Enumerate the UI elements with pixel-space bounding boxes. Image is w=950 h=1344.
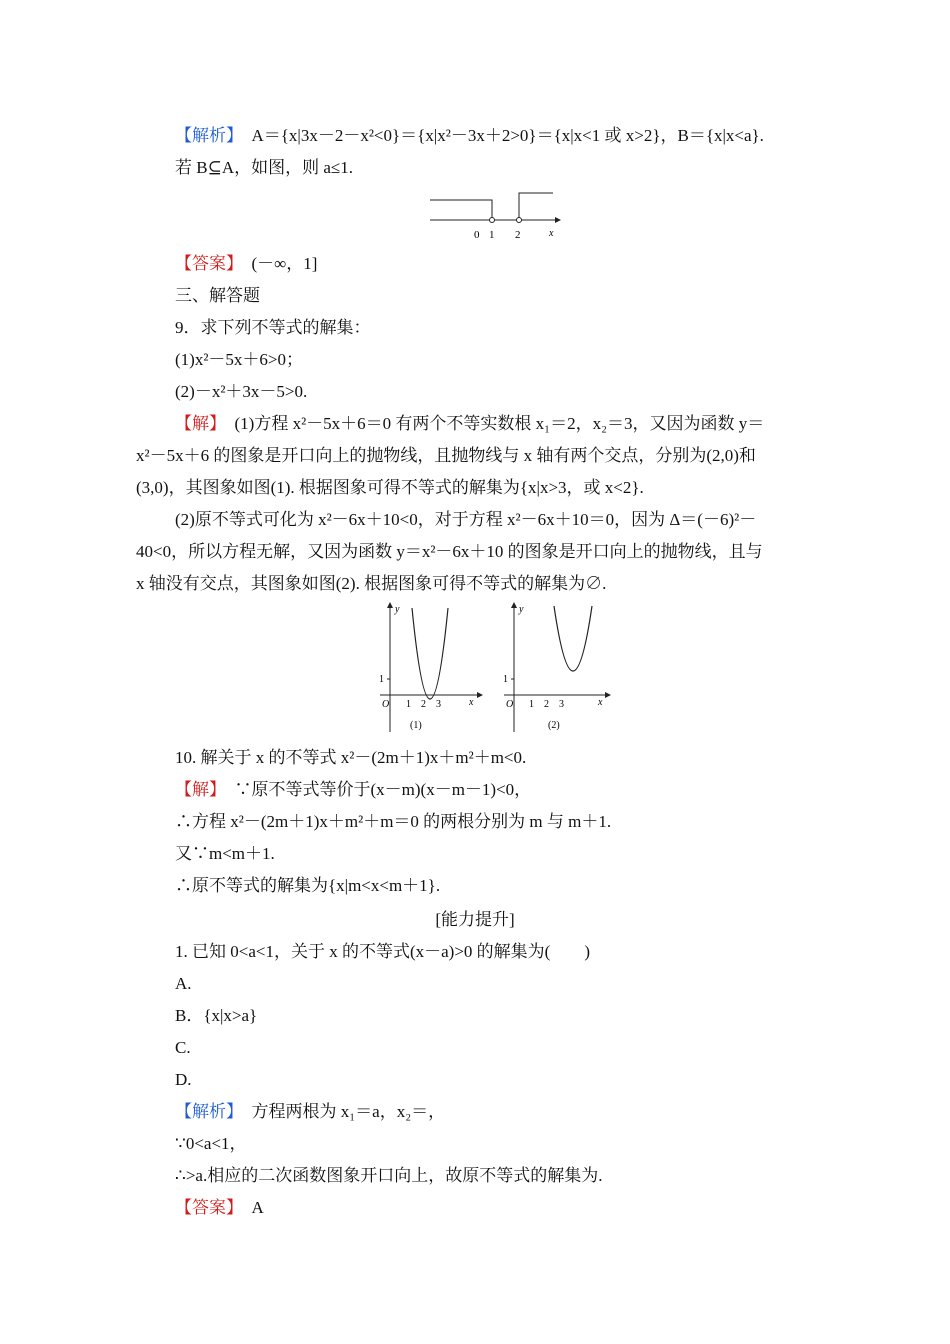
line-text: (3,0)，其图象如图(1). 根据图象可得不等式的解集为{x|x>3，或 x<2}. [136,478,644,497]
g1-origin: O [382,699,390,710]
text-line [175,413,764,435]
text-line [175,1069,192,1091]
text-line [175,1197,264,1219]
line-text: ∵0<a<1， [175,1134,247,1153]
label-tag: 【解】 [175,780,226,799]
g2-t1: 1 [529,699,534,710]
line-text: A. [175,974,192,993]
text-line [136,445,756,467]
g1-t3: 3 [436,699,441,710]
label-tag: 【答案】 [175,1198,243,1217]
label-tag: 【解析】 [175,126,243,145]
line-text: (1)方程 x²－5x＋6＝0 有两个不等实数根 x₁＝2，x₂＝3，又因为函数 y＝ [226,414,765,433]
line-text: C. [175,1038,191,1057]
line-text: 方程两根为 x₁＝a，x₂＝， [243,1102,446,1121]
label-tag: 【答案】 [175,254,243,273]
line-text: ∵原不等式等价于(x－m)(x－m－1)<0， [226,780,532,799]
line-text: A＝{x|3x－2－x²<0}＝{x|x²－3x＋2>0}＝{x|x<1 或 x>2}，B＝{x|x<a}. [243,126,764,145]
text-line [175,349,303,371]
text-line [175,125,764,147]
line-text: (2)－x²＋3x－5>0. [175,382,308,401]
line-text: x 轴没有交点，其图象如图(2). 根据图象可得不等式的解集为∅. [136,574,607,593]
g1-caption: (1) [410,720,422,731]
g1-one: 1 [379,674,384,685]
line-text: 40<0，所以方程无解，又因为函数 y＝x²－6x＋10 的图象是开口向上的抛物线，且与 [136,542,763,561]
g1-t1: 1 [406,699,411,710]
text-line [175,157,353,179]
text-line [175,973,192,995]
parabola-1 [412,608,448,699]
text-line [175,381,307,403]
text-line [175,1005,257,1027]
g2-x: x [598,697,603,708]
tick-1: 1 [489,229,495,241]
text-line [136,477,644,499]
text-line [136,573,606,595]
g2-t3: 3 [559,699,564,710]
line-text: 10. 解关于 x 的不等式 x²－(2m＋1)x＋m²＋m<0. [175,748,527,767]
text-line [175,875,440,897]
text-line [175,1165,602,1187]
number-line-figure [425,188,565,243]
g2-caption: (2) [548,720,560,731]
g2-origin: O [506,699,514,710]
text-line [175,253,317,275]
text-line [175,779,531,801]
tick-0: 0 [474,229,480,241]
line-text: ∴>a.相应的二次函数图象开口向上，故原不等式的解集为. [175,1166,603,1185]
line-text: 1. 已知 0<a<1，关于 x 的不等式(x－a)>0 的解集为( ) [175,942,590,961]
line-text: (2)原不等式可化为 x²－6x＋10<0，对于方程 x²－6x＋10＝0，因为 Δ＝(－6)²－ [175,510,757,529]
text-line [175,747,526,769]
line-text: (－∞，1] [243,254,318,273]
line-text: 若 B⊆A，如图，则 a≤1. [175,158,353,177]
g2-one: 1 [503,674,508,685]
line-text: (1)x²－5x＋6>0； [175,350,304,369]
label-tag: 【解析】 [175,1102,243,1121]
label-tag: 【解】 [175,414,226,433]
text-line [175,1101,445,1123]
g2-y: y [519,604,524,615]
line-text: B．{x|x>a} [175,1006,258,1025]
graph-2 [503,602,611,732]
text-line [175,1037,191,1059]
line-text: ∴方程 x²－(2m＋1)x＋m²＋m＝0 的两根分别为 m 与 m＋1. [175,812,612,831]
tick-2: 2 [515,229,521,241]
text-line [175,285,260,307]
g1-y: y [395,604,400,615]
text-line [175,317,371,339]
parabola-2 [554,606,592,671]
text-line [175,811,611,833]
graph-1 [379,602,483,732]
text-line [175,509,756,531]
line-text: 三、解答题 [175,286,260,305]
line-text: 又∵m<m＋1. [175,844,275,863]
g2-t2: 2 [544,699,549,710]
section-title: [能力提升] [435,910,515,929]
g1-t2: 2 [421,699,426,710]
g1-x: x [469,697,474,708]
line-text: 9．求下列不等式的解集： [175,318,371,337]
line-text: ∴原不等式的解集为{x|m<x<m＋1}. [175,876,441,895]
text-line [175,843,275,865]
text-line [136,541,763,563]
line-text: x²－5x＋6 的图象是开口向上的抛物线，且抛物线与 x 轴有两个交点，分别为(2,0)和 [136,446,756,465]
text-line [175,1133,247,1155]
line-text: D. [175,1070,192,1089]
parabola-figures [372,600,622,740]
axis-x-label: x [549,228,554,239]
text-line [175,941,590,963]
line-text: A [243,1198,264,1217]
